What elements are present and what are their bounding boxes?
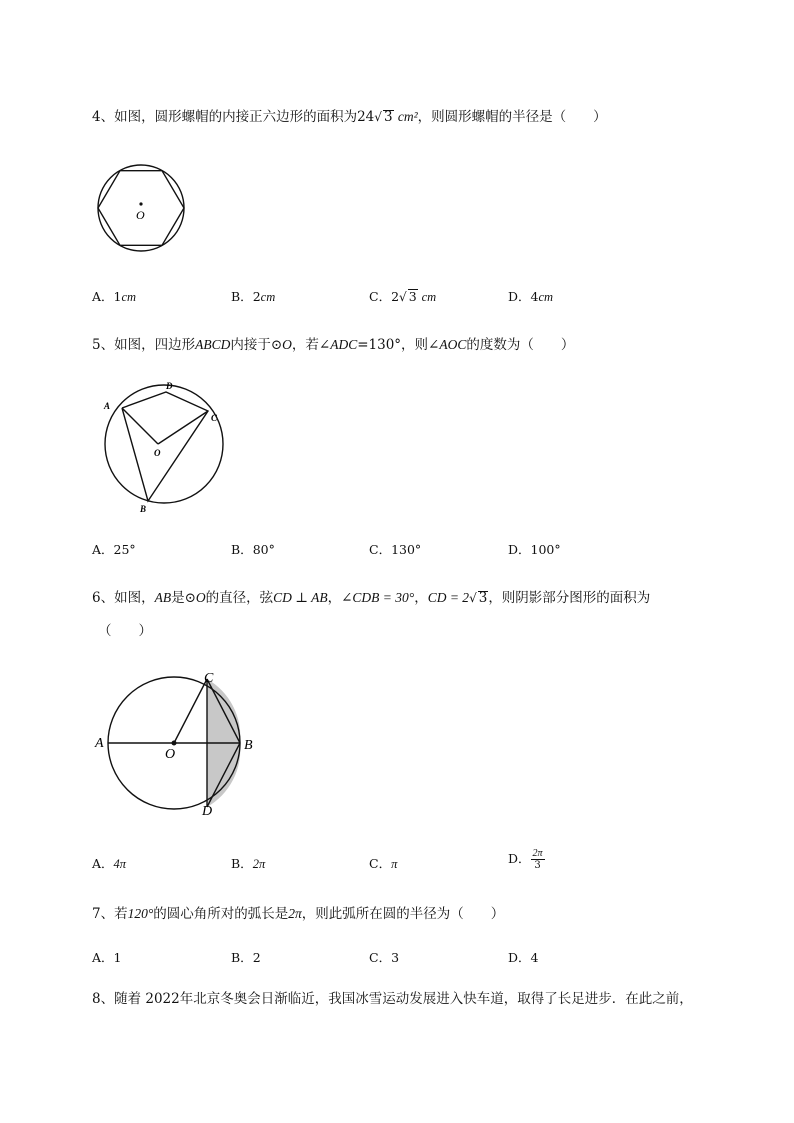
q6-label-b: B bbox=[244, 738, 253, 753]
option-letter: B． bbox=[231, 856, 253, 871]
q6-diameter: AB bbox=[154, 590, 172, 605]
option-letter: A． bbox=[92, 950, 114, 965]
q5-text: =130°，则∠ bbox=[357, 337, 440, 353]
q6-label-a: A bbox=[95, 736, 104, 751]
option-value: 100° bbox=[530, 542, 561, 557]
q7-option-b[interactable] bbox=[231, 948, 261, 966]
option-unit: cm bbox=[421, 290, 437, 304]
q6-option-c[interactable] bbox=[369, 854, 397, 872]
q5-oc bbox=[158, 411, 208, 444]
option-letter: C． bbox=[369, 950, 392, 965]
option-letter: A． bbox=[92, 856, 114, 871]
q7-options bbox=[92, 948, 712, 966]
q4-option-a[interactable] bbox=[92, 287, 136, 305]
q4-text: 4、如图，圆形螺帽的内接正六边形的面积为 bbox=[92, 109, 358, 125]
q6-center-dot bbox=[172, 741, 177, 746]
option-coef: 2 bbox=[391, 289, 400, 304]
q5-option-a[interactable] bbox=[92, 540, 136, 558]
q4-hexagon-figure bbox=[96, 164, 188, 252]
option-value: 3 bbox=[391, 950, 400, 965]
option-value: 2 bbox=[252, 289, 261, 304]
question-8-stem: 8、随着 2022年北京冬奥会日渐临近，我国冰雪运动发展进入快车道，取得了长足进步．在此之前， bbox=[92, 991, 693, 1007]
option-value: 4 bbox=[530, 950, 539, 965]
q5-angle2: AOC bbox=[439, 337, 467, 352]
q6-cd-label: CD = 2 bbox=[427, 590, 470, 605]
option-value: 1 bbox=[113, 289, 122, 304]
q6-text: ， bbox=[414, 590, 428, 606]
fraction-denominator: 3 bbox=[534, 860, 541, 871]
option-value: 1 bbox=[113, 950, 122, 965]
q7-text: ，则此弧所在圆的半径为（ ） bbox=[301, 906, 505, 922]
q6-option-a[interactable] bbox=[92, 854, 126, 872]
option-unit: cm bbox=[538, 290, 554, 304]
question-6-stem bbox=[92, 589, 650, 607]
q4-option-c[interactable] bbox=[369, 287, 436, 305]
q5-label-o: O bbox=[154, 448, 161, 458]
option-unit: cm bbox=[260, 290, 276, 304]
q6-circle-figure bbox=[92, 666, 262, 820]
option-radicand: 3 bbox=[408, 289, 417, 304]
option-value: 4 bbox=[530, 289, 539, 304]
q4-area-coef: 24 bbox=[357, 109, 375, 125]
q5-text: 的度数为（ ） bbox=[466, 337, 575, 353]
q6-angle: ∠CDB = 30° bbox=[341, 590, 415, 605]
option-letter: B． bbox=[231, 950, 253, 965]
sqrt-icon: √ bbox=[374, 110, 382, 124]
q5-circle: O bbox=[282, 337, 292, 352]
q6-text: ， bbox=[327, 590, 342, 606]
q6-text: ，则阴影部分图形的面积为 bbox=[488, 590, 651, 606]
q7-option-d[interactable] bbox=[508, 948, 538, 966]
option-letter: D． bbox=[508, 950, 531, 965]
q5-label-b: B bbox=[140, 504, 147, 514]
q7-text: 7、若 bbox=[92, 906, 128, 922]
option-letter: D． bbox=[508, 289, 531, 304]
option-value: 80° bbox=[252, 542, 275, 557]
option-letter: A． bbox=[92, 542, 114, 557]
q4-area-radicand: 3 bbox=[383, 109, 393, 125]
question-6-paren: （ ） bbox=[98, 623, 152, 639]
q6-label-d: D bbox=[202, 804, 213, 819]
q7-option-c[interactable] bbox=[369, 948, 399, 966]
option-value: 2 bbox=[252, 950, 261, 965]
q5-quad: ABCD bbox=[195, 337, 231, 352]
q6-oc bbox=[174, 679, 207, 743]
option-letter: C． bbox=[369, 856, 392, 871]
q5-label-c: C bbox=[211, 413, 218, 423]
q7-arc: 2π bbox=[288, 906, 302, 921]
option-value: 4π bbox=[113, 857, 127, 871]
option-unit: cm bbox=[121, 290, 137, 304]
q7-text: 的圆心角所对的弧长是 bbox=[153, 906, 289, 922]
question-4-stem bbox=[92, 108, 607, 126]
sqrt-icon: √ bbox=[399, 290, 407, 304]
option-value: 130° bbox=[391, 542, 422, 557]
q4-option-d[interactable] bbox=[508, 287, 553, 305]
q4-label-o: O bbox=[136, 208, 145, 222]
q5-text: 内接于⊙ bbox=[230, 337, 283, 353]
q6-option-b[interactable] bbox=[231, 854, 265, 872]
option-letter: C． bbox=[369, 542, 392, 557]
q4-center-dot bbox=[139, 202, 142, 205]
q5-option-c[interactable] bbox=[369, 540, 421, 558]
q6-text: 是⊙ bbox=[171, 590, 196, 606]
q7-option-a[interactable] bbox=[92, 948, 121, 966]
q5-option-d[interactable] bbox=[508, 540, 561, 558]
q6-circle: O bbox=[195, 590, 206, 605]
option-letter: A． bbox=[92, 289, 114, 304]
q6-option-d-fraction bbox=[531, 848, 545, 871]
q4-option-b[interactable] bbox=[231, 287, 275, 305]
fraction-numerator: 2π bbox=[532, 848, 543, 859]
option-value: 25° bbox=[113, 542, 136, 557]
q5-label-a: A bbox=[104, 401, 111, 411]
q6-text: 的直径，弦 bbox=[205, 590, 274, 606]
q5-options bbox=[92, 540, 712, 558]
option-letter: C． bbox=[369, 289, 392, 304]
q6-label-o: O bbox=[165, 747, 176, 762]
q5-angle1: ADC bbox=[330, 337, 358, 352]
question-5-stem bbox=[92, 336, 574, 354]
question-7-stem bbox=[92, 905, 504, 923]
q5-circle bbox=[105, 385, 223, 503]
q6-label-c: C bbox=[204, 671, 214, 686]
q4-text-after: ，则圆形螺帽的半径是（ ） bbox=[417, 109, 607, 125]
sqrt-icon: √ bbox=[469, 591, 477, 605]
option-letter: B． bbox=[231, 289, 253, 304]
option-letter: D． bbox=[508, 851, 531, 866]
q5-option-b[interactable] bbox=[231, 540, 275, 558]
option-value: π bbox=[391, 857, 398, 871]
q5-text: ，若∠ bbox=[291, 337, 331, 353]
q6-chord-rel: CD ⊥ AB bbox=[273, 590, 328, 605]
q4-options bbox=[92, 287, 712, 305]
q6-cd-radicand: 3 bbox=[478, 590, 488, 606]
q5-quadrilateral-figure bbox=[100, 380, 230, 515]
q5-label-d: D bbox=[166, 381, 173, 391]
q6-options bbox=[92, 848, 712, 872]
q6-option-d[interactable] bbox=[508, 848, 545, 871]
option-letter: D． bbox=[508, 542, 531, 557]
q5-quad-edges bbox=[122, 392, 208, 501]
q4-area-unit: cm² bbox=[397, 109, 418, 124]
q5-text: 5、如图，四边形 bbox=[92, 337, 196, 353]
q6-text: 6、如图， bbox=[92, 590, 155, 606]
option-letter: B． bbox=[231, 542, 253, 557]
q7-angle: 120° bbox=[127, 906, 154, 921]
option-value: 2π bbox=[252, 857, 266, 871]
